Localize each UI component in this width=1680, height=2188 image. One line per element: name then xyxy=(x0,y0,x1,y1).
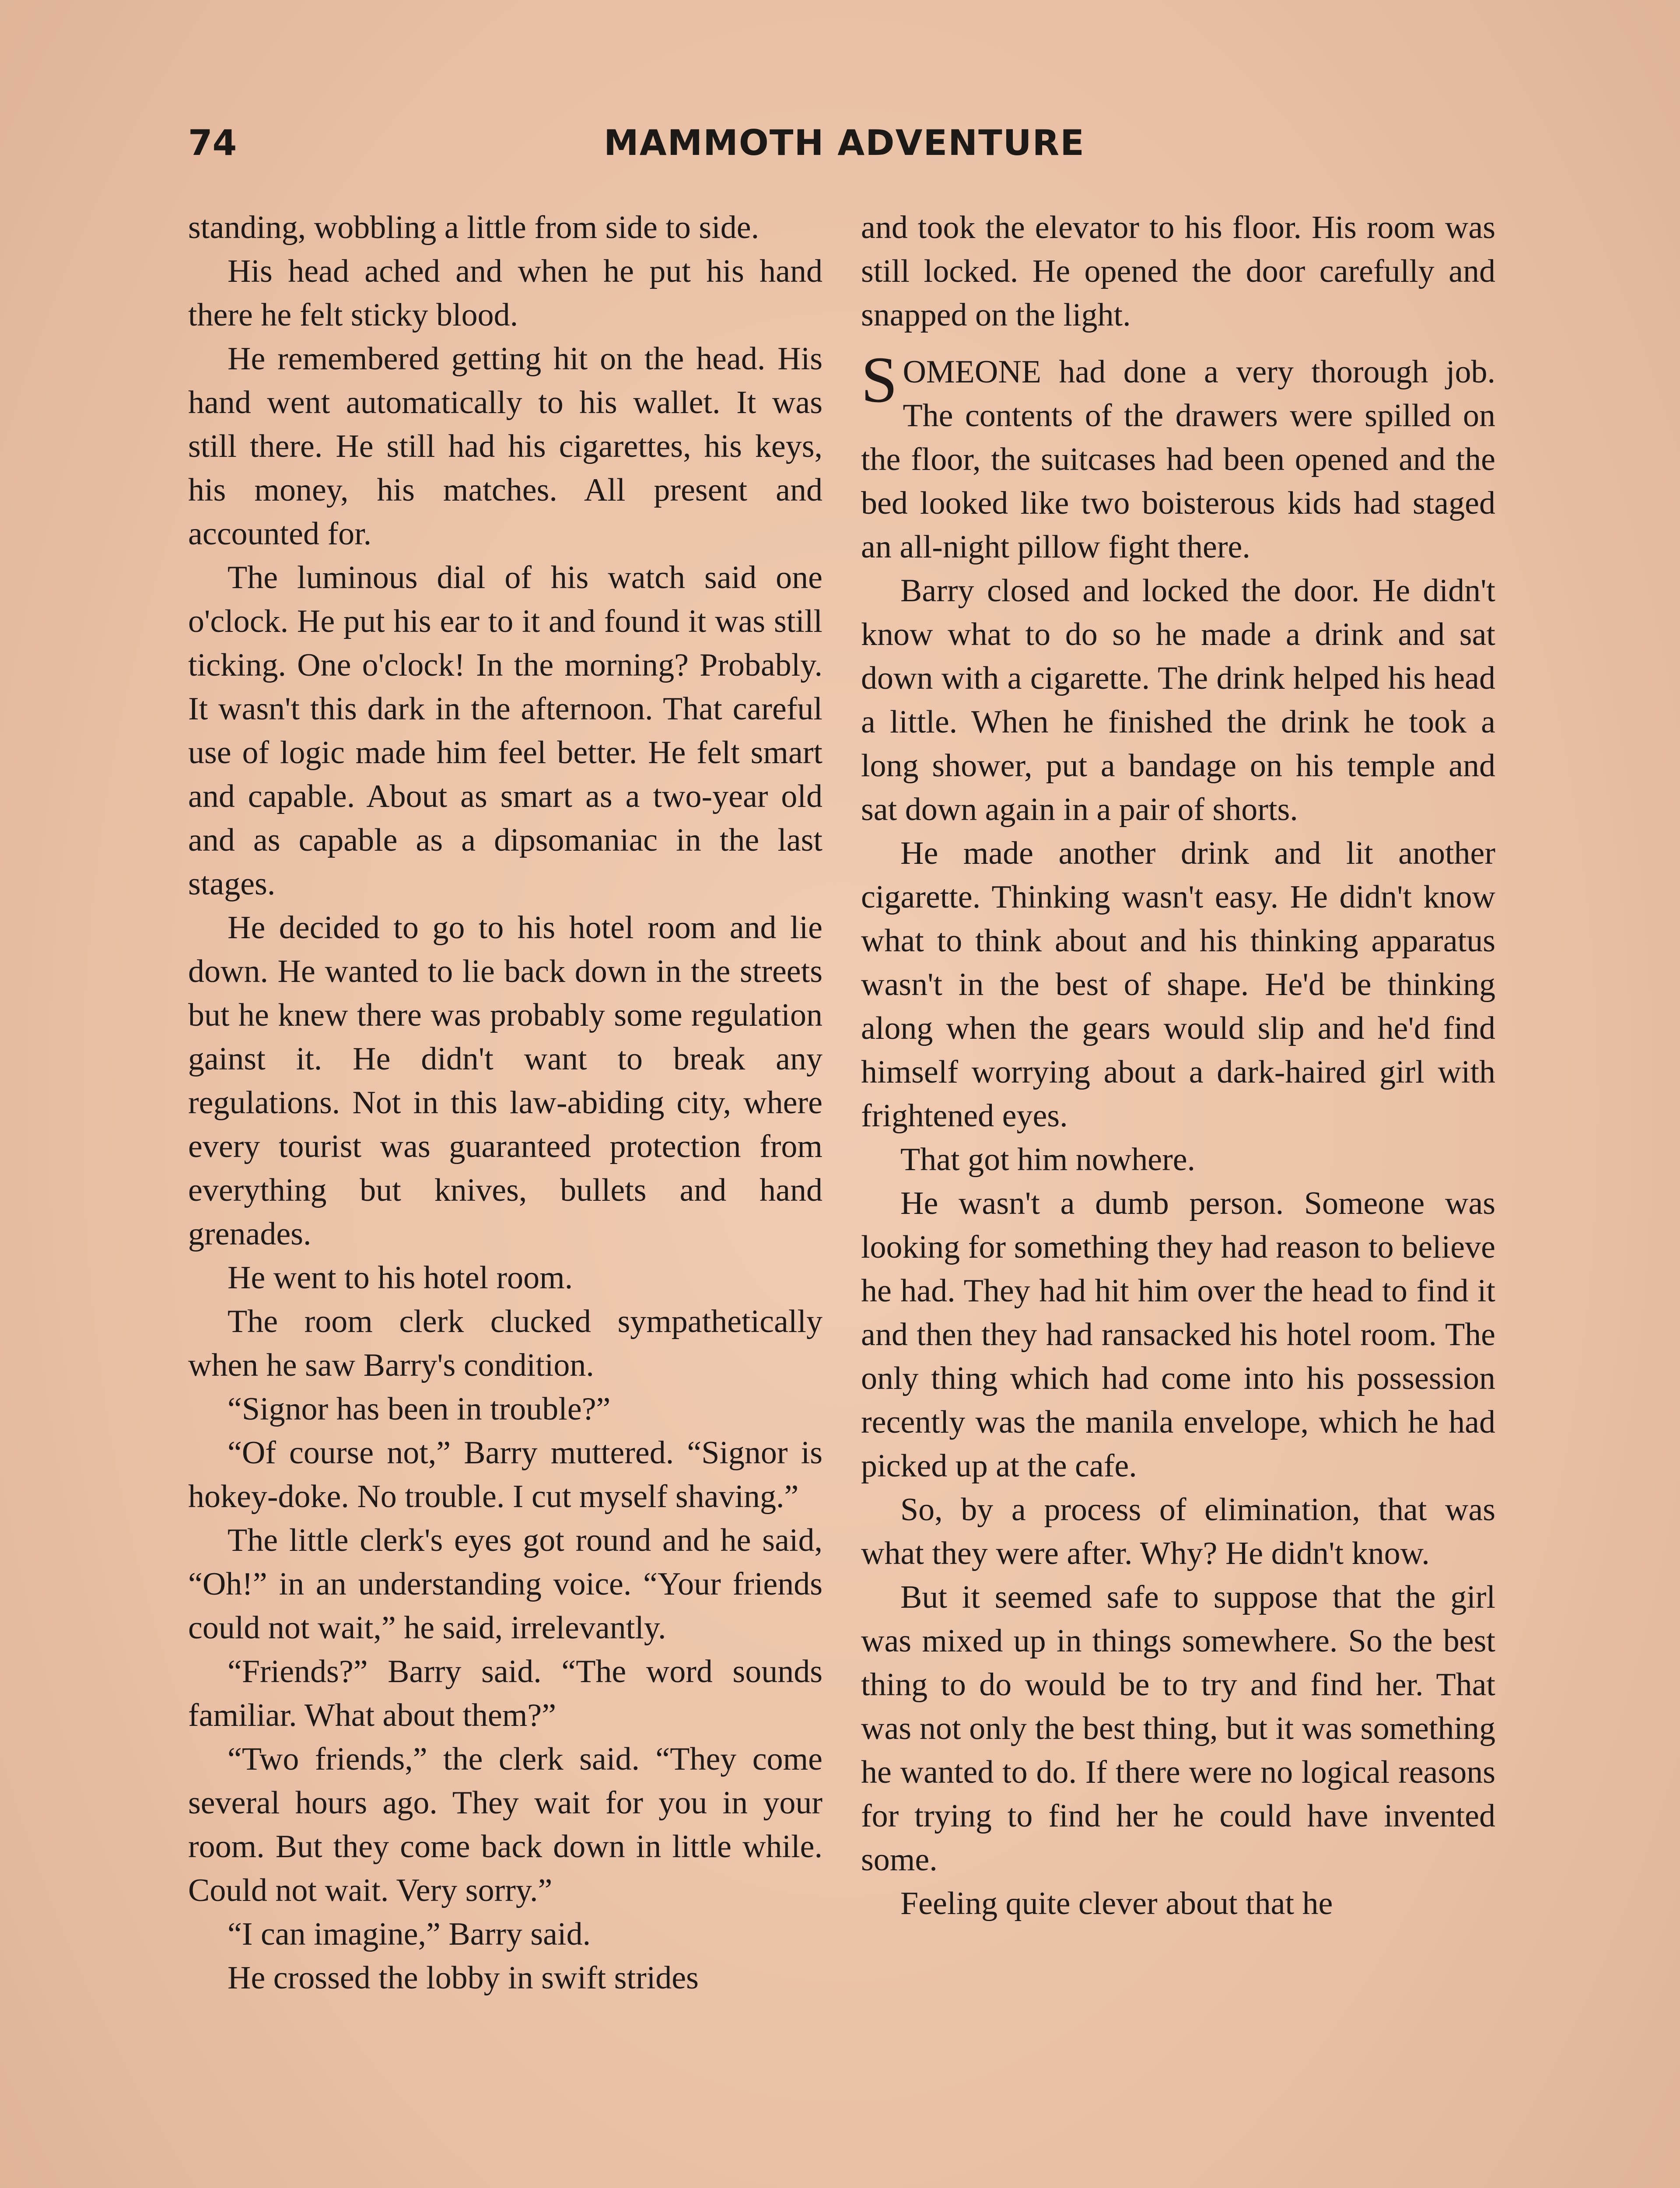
paragraph: and took the elevator to his floor. His room was still locked. He opened the door carefully and snapped on the light. xyxy=(861,210,1495,333)
right-column xyxy=(861,206,1495,1925)
paragraph: “Signor has been in trouble?” xyxy=(228,1391,611,1427)
drop-cap: S xyxy=(861,344,898,416)
paragraph: “Two friends,” the clerk said. “They come several hours ago. They wait for you in your room. But they come back down in little while. Could not wait. Very sorry.” xyxy=(188,1741,822,1908)
paragraph: The little clerk's eyes got round and he said, “Oh!” in an understanding voice. “Your friends could not wait,” he said, irrelevantly. xyxy=(188,1522,822,1646)
paragraph: “I can imagine,” Barry said. xyxy=(228,1916,591,1952)
paragraph: So, by a process of elimination, that was what they were after. Why? He didn't know. xyxy=(861,1492,1495,1571)
paragraph: “Of course not,” Barry muttered. “Signor is hokey-doke. No trouble. I cut myself shaving.” xyxy=(188,1435,822,1515)
left-column xyxy=(188,206,822,2000)
page-number: 74 xyxy=(188,123,237,163)
paragraph: He remembered getting hit on the head. His hand went automatically to his wallet. It was still there. He still had his cigarettes, his keys, his money, his matches. All present and accounted for. xyxy=(188,341,822,552)
paragraph: His head ached and when he put his hand there he felt sticky blood. xyxy=(188,253,822,333)
paragraph: He crossed the lobby in swift strides xyxy=(228,1960,699,1996)
running-title: MAMMOTH ADVENTURE xyxy=(604,123,1085,163)
paragraph: But it seemed safe to suppose that the girl was mixed up in things somewhere. So the best thing to do would be to try and find her. That was not only the best thing, but it was something he wanted to do. If there were no logical reasons for trying to find her he could have invented some. xyxy=(861,1579,1495,1878)
paragraph: standing, wobbling a little from side to side. xyxy=(188,210,760,245)
paragraph: He wasn't a dumb person. Someone was looking for something they had reason to believe he had. They had hit him over the head to find it and then they had ransacked his hotel room. The only thing which had come into his possession recently was the manila envelope, which he had picked up at the cafe. xyxy=(861,1185,1495,1484)
paragraph: Barry closed and locked the door. He didn't know what to do so he made a drink and sat down with a cigarette. The drink helped his head a little. When he finished the drink he took a long shower, put a bandage on his temple and sat down again in a pair of shorts. xyxy=(861,573,1495,828)
section-start-paragraph xyxy=(861,344,1495,569)
paragraph: The room clerk clucked sympathetically when he saw Barry's condition. xyxy=(188,1304,822,1383)
paragraph: The luminous dial of his watch said one o'clock. He put his ear to it and found it was still ticking. One o'clock! In the morning? Probably. It wasn't this dark in the afternoon. That careful use of logic made him feel better. He felt smart and capable. About as smart as a two-year old and as capable as a dipsomaniac in the last stages. xyxy=(188,560,822,902)
paragraph: He decided to go to his hotel room and lie down. He wanted to lie back down in the streets but he knew there was probably some regulation gainst it. He didn't want to break any regulations. Not in this law-abiding city, where every tourist was guaranteed protection from everything but knives, bullets and hand grenades. xyxy=(188,910,822,1252)
paragraph: He made another drink and lit another cigarette. Thinking wasn't easy. He didn't know what to think about and his thinking apparatus wasn't in the best of shape. He'd be thinking along when the gears would slip and he'd find himself worrying about a dark-haired girl with frightened eyes. xyxy=(861,835,1495,1134)
paragraph: That got him nowhere. xyxy=(900,1142,1196,1178)
paragraph: Feeling quite clever about that he xyxy=(900,1886,1333,1922)
page-header xyxy=(188,123,1501,171)
paragraph: “Friends?” Barry said. “The word sounds familiar. What about them?” xyxy=(188,1654,822,1733)
paragraph: He went to his hotel room. xyxy=(228,1260,573,1296)
section-start-text: OMEONE had done a very thorough job. The contents of the drawers were spilled on the floor, the suitcases had been opened and the bed looked like two boisterous kids had staged an all-night pillow fight there. xyxy=(861,354,1495,565)
